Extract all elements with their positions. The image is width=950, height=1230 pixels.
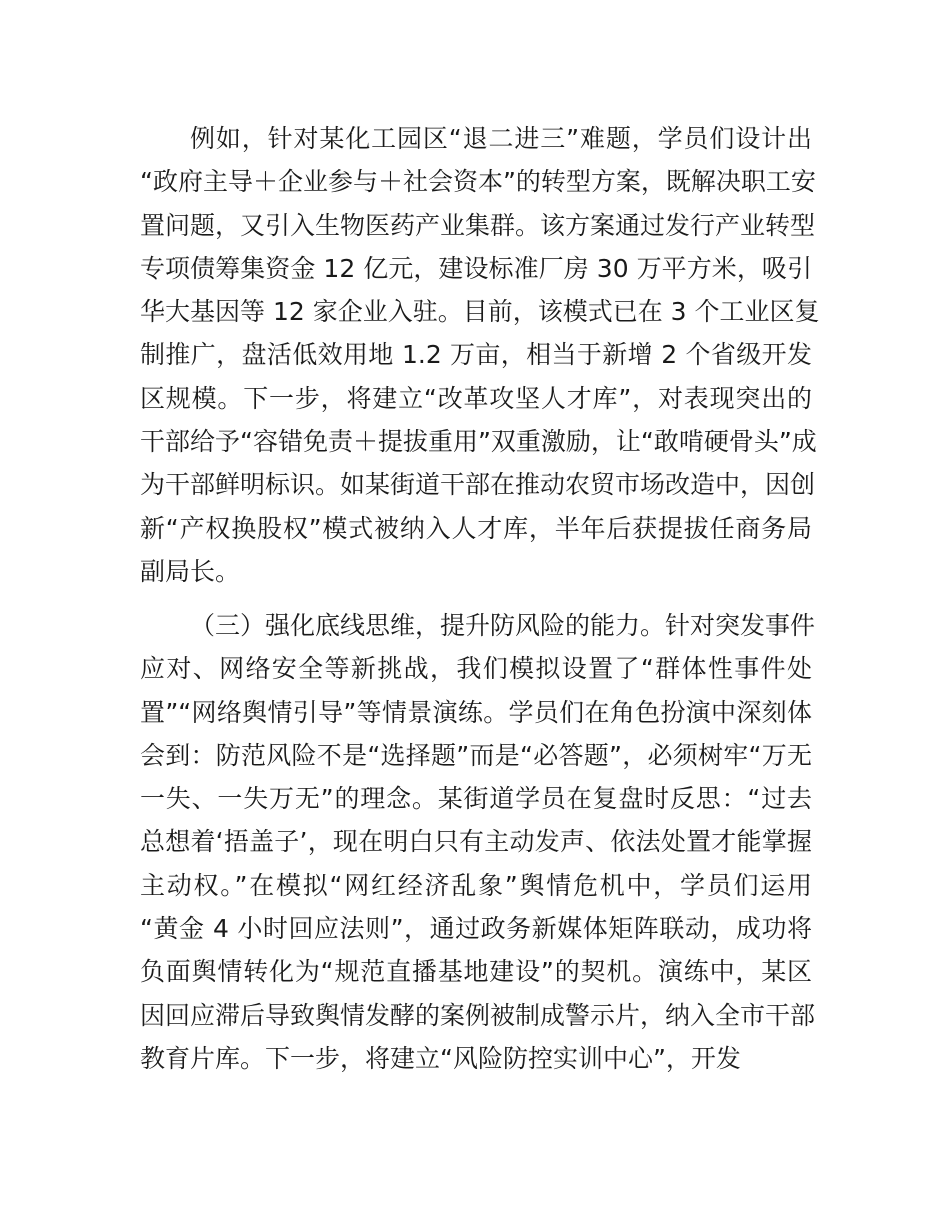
text-line: 区规模。下一步，将建立“改革攻坚人才库”，对表现突出的 — [140, 383, 812, 413]
text-line: 应对、网络安全等新挑战，我们模拟设置了“群体性事件处 — [140, 654, 812, 684]
text-line: （三）强化底线思维，提升防风险的能力。针对突发事件 — [190, 611, 816, 640]
text-line: 专项债筹集资金 12 亿元，建设标准厂房 30 万平方米，吸引 — [140, 253, 812, 283]
paragraph-risk-prevention — [140, 604, 816, 1080]
text-line: 因回应滞后导致舆情发酵的案例被制成警示片，纳入全市干部 — [140, 1000, 816, 1030]
text-line: 置问题，又引入生物医药产业集群。该方案通过发行产业转型 — [140, 210, 816, 240]
text-line: “政府主导＋企业参与＋社会资本”的转型方案，既解决职工安 — [140, 167, 816, 197]
text-line: “黄金 4 小时回应法则”，通过政务新媒体矩阵联动，成功将 — [140, 914, 812, 944]
text-line: 制推广，盘活低效用地 1.2 万亩，相当于新增 2 个省级开发 — [140, 340, 812, 370]
text-line: 教育片库。下一步，将建立“风险防控实训中心”，开发 — [140, 1043, 741, 1073]
text-line: 为干部鲜明标识。如某街道干部在推动农贸市场改造中，因创 — [140, 470, 816, 500]
text-line: 例如，针对某化工园区“退二进三”难题，学员们设计出 — [190, 124, 812, 153]
text-line: 干部给予“容错免责＋提拔重用”双重激励，让“敢啃硬骨头”成 — [140, 427, 817, 457]
text-line: 置”“网络舆情引导”等情景演练。学员们在角色扮演中深刻体 — [140, 697, 812, 727]
paragraph-reform-case — [140, 117, 820, 593]
text-line: 负面舆情转化为“规范直播基地建设”的契机。演练中，某区 — [140, 957, 812, 987]
text-line: 华大基因等 12 家企业入驻。目前，该模式已在 3 个工业区复 — [140, 297, 820, 327]
text-line: 新“产权换股权”模式被纳入人才库，半年后获提拔任商务局 — [140, 513, 812, 543]
text-line: 会到：防范风险不是“选择题”而是“必答题”，必须树牢“万无 — [140, 740, 812, 770]
text-line: 一失、一失万无”的理念。某街道学员在复盘时反思：“过去 — [140, 784, 812, 814]
text-line: 主动权。”在模拟“网红经济乱象”舆情危机中，学员们运用 — [140, 870, 812, 900]
text-line: 副局长。 — [140, 556, 241, 586]
text-line: 总想着‘捂盖子’，现在明白只有主动发声、依法处置才能掌握 — [140, 827, 812, 857]
